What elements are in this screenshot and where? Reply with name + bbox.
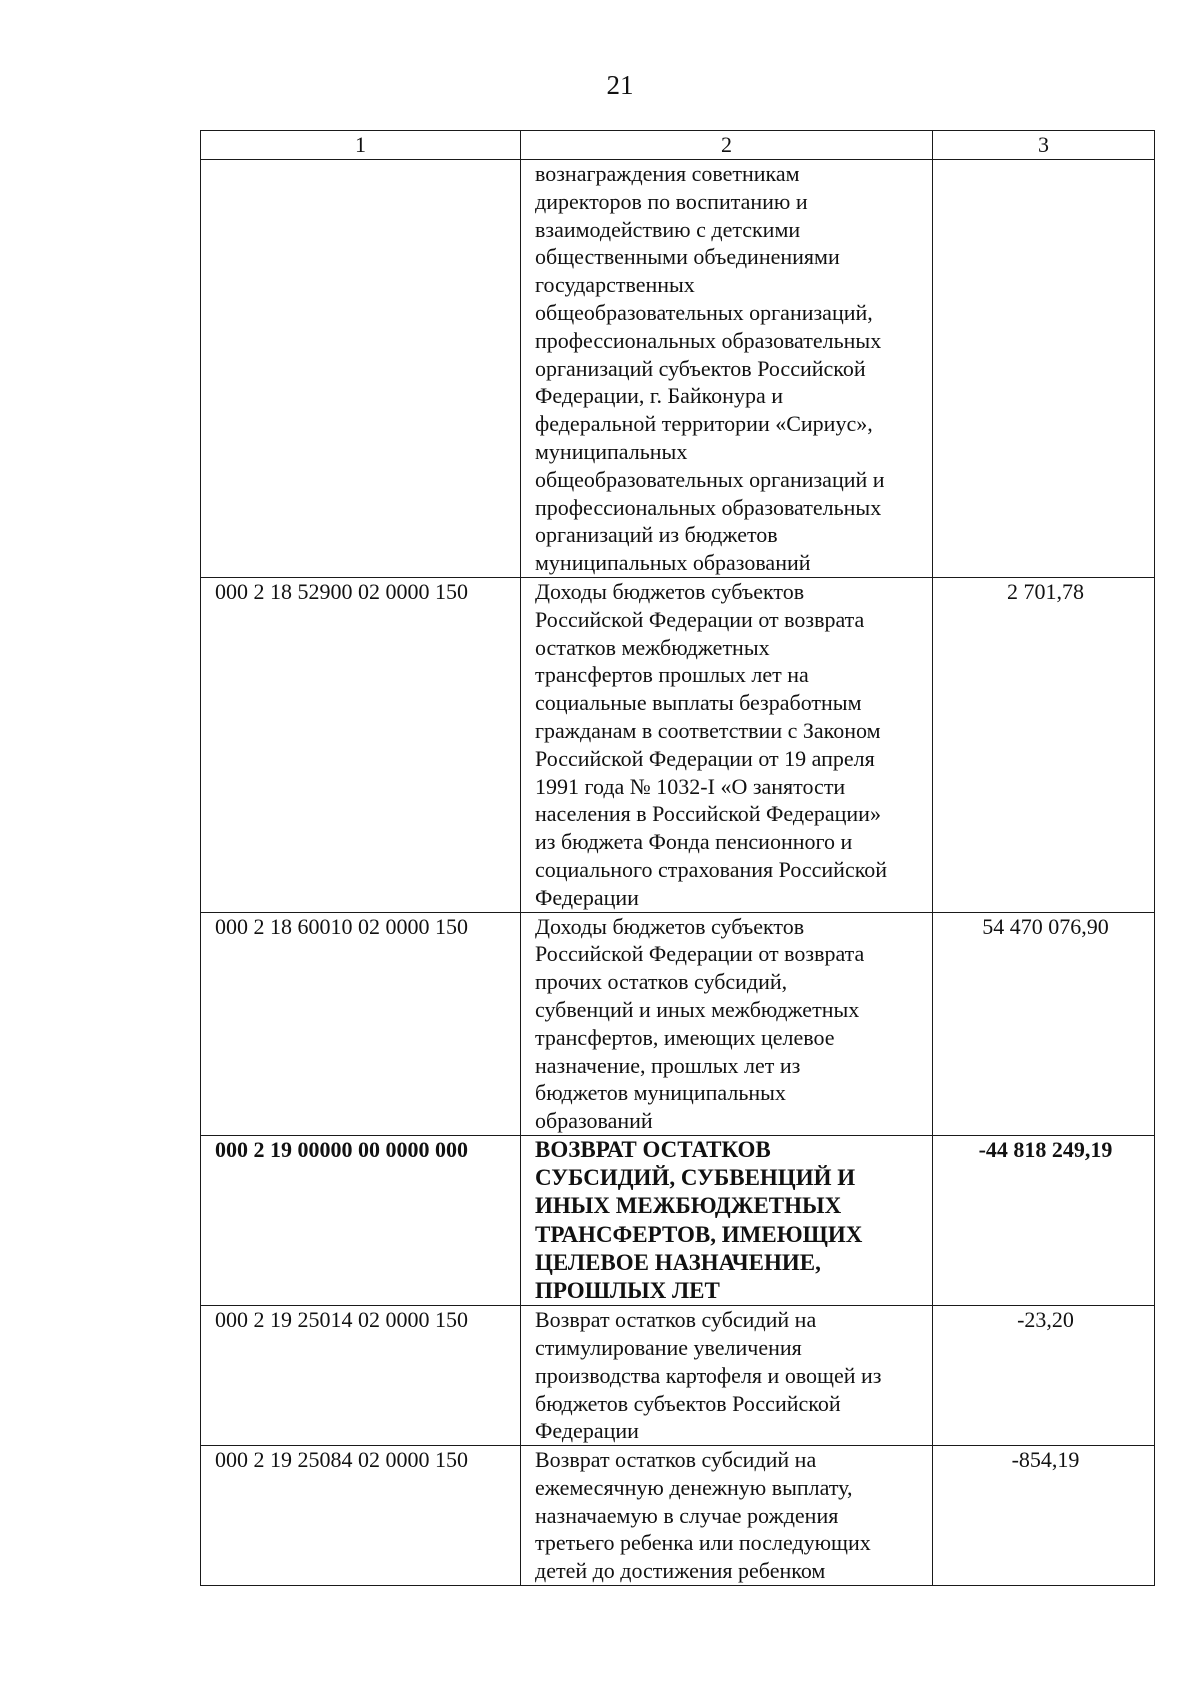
income-name <box>521 912 933 1135</box>
income-name-line: организаций субъектов Российской <box>535 355 866 381</box>
income-name-line: директоров по воспитанию и <box>535 188 808 214</box>
income-name-line: общеобразовательных организаций и <box>535 466 885 492</box>
income-name-line: ИНЫХ МЕЖБЮДЖЕТНЫХ <box>535 1193 842 1219</box>
income-name-line: Федерации, г. Байконура и <box>535 383 783 409</box>
income-name-line: гражданам в соответствии с Законом <box>535 717 881 743</box>
amount-value <box>933 160 1155 578</box>
income-name-line: назначение, прошлых лет из <box>535 1052 801 1078</box>
income-name <box>521 160 933 578</box>
income-name-line: ежемесячную денежную выплату, <box>535 1474 853 1500</box>
income-code: 000 2 19 25014 02 0000 150 <box>201 1306 521 1446</box>
income-name <box>521 577 933 912</box>
income-name-line: Возврат остатков субсидий на <box>535 1447 817 1473</box>
column-number-3: 3 <box>933 131 1155 160</box>
income-name-line: третьего ребенка или последующих <box>535 1530 871 1556</box>
amount-value: 54 470 076,90 <box>933 912 1155 1135</box>
income-name <box>521 1135 933 1305</box>
page-number: 21 <box>606 70 634 100</box>
income-code: 000 2 19 25084 02 0000 150 <box>201 1446 521 1586</box>
income-name-line: остатков межбюджетных <box>535 634 770 660</box>
income-name-line: общеобразовательных организаций, <box>535 299 873 325</box>
amount-value: -854,19 <box>933 1446 1155 1586</box>
income-name <box>521 1306 933 1446</box>
income-code: 000 2 19 00000 00 0000 000 <box>201 1135 521 1305</box>
income-name-line: ПРОШЛЫХ ЛЕТ <box>535 1277 720 1303</box>
income-name-line: муниципальных <box>535 438 688 464</box>
income-name-line: трансфертов прошлых лет на <box>535 662 809 688</box>
income-name-line: организаций из бюджетов <box>535 522 778 548</box>
table-row <box>201 1306 1155 1446</box>
income-name-line: детей до достижения ребенком <box>535 1558 826 1584</box>
column-number-1: 1 <box>201 131 521 160</box>
column-number-row <box>201 131 1155 160</box>
income-name-line: профессиональных образовательных <box>535 327 882 353</box>
income-name-line: из бюджета Фонда пенсионного и <box>535 829 853 855</box>
income-name-line: Федерации <box>535 1418 639 1444</box>
column-number-2: 2 <box>521 131 933 160</box>
income-code: 000 2 18 52900 02 0000 150 <box>201 577 521 912</box>
income-name-line: Российской Федерации от возврата <box>535 606 865 632</box>
income-name-line: трансфертов, имеющих целевое <box>535 1024 835 1050</box>
income-name-line: ТРАНСФЕРТОВ, ИМЕЮЩИХ <box>535 1221 863 1247</box>
income-name-line: Российской Федерации от 19 апреля <box>535 745 875 771</box>
income-name-line: взаимодействию с детскими <box>535 216 801 242</box>
income-name-line: субвенций и иных межбюджетных <box>535 996 860 1022</box>
table-row <box>201 1446 1155 1586</box>
income-name-line: прочих остатков субсидий, <box>535 969 788 995</box>
income-name-line: ЦЕЛЕВОЕ НАЗНАЧЕНИЕ, <box>535 1249 821 1275</box>
income-name-line: Доходы бюджетов субъектов <box>535 578 805 604</box>
table-row <box>201 912 1155 1135</box>
budget-table <box>200 130 1155 1586</box>
income-name-line: образований <box>535 1108 653 1134</box>
income-name-line: профессиональных образовательных <box>535 494 882 520</box>
income-name-line: стимулирование увеличения <box>535 1334 802 1360</box>
income-name-line: назначаемую в случае рождения <box>535 1502 839 1528</box>
table-row <box>201 577 1155 912</box>
amount-value: -44 818 249,19 <box>933 1135 1155 1305</box>
income-code <box>201 160 521 578</box>
income-name-line: Федерации <box>535 884 639 910</box>
income-name-line: производства картофеля и овощей из <box>535 1362 882 1388</box>
income-name <box>521 1446 933 1586</box>
income-name-line: вознаграждения советникам <box>535 161 800 186</box>
table-row <box>201 1135 1155 1305</box>
income-name-line: государственных <box>535 272 695 298</box>
amount-value: 2 701,78 <box>933 577 1155 912</box>
income-name-line: Доходы бюджетов субъектов <box>535 913 805 939</box>
amount-value: -23,20 <box>933 1306 1155 1446</box>
income-name-line: Возврат остатков субсидий на <box>535 1307 817 1333</box>
income-name-line: социального страхования Российской <box>535 856 888 882</box>
income-name-line: федеральной территории «Сириус», <box>535 411 873 437</box>
income-name-line: Российской Федерации от возврата <box>535 941 865 967</box>
income-name-line: муниципальных образований <box>535 550 811 576</box>
income-name-line: населения в Российской Федерации» <box>535 801 881 827</box>
income-name-line: социальные выплаты безработным <box>535 690 862 716</box>
income-name-line: бюджетов субъектов Российской <box>535 1390 841 1416</box>
table-row <box>201 160 1155 578</box>
income-name-line: ВОЗВРАТ ОСТАТКОВ <box>535 1136 771 1162</box>
income-name-line: СУБСИДИЙ, СУБВЕНЦИЙ И <box>535 1165 856 1191</box>
table-body <box>201 160 1155 1586</box>
income-name-line: общественными объединениями <box>535 244 840 270</box>
income-name-line: бюджетов муниципальных <box>535 1080 786 1106</box>
income-name-line: 1991 года № 1032-I «О занятости <box>535 773 846 799</box>
income-code: 000 2 18 60010 02 0000 150 <box>201 912 521 1135</box>
